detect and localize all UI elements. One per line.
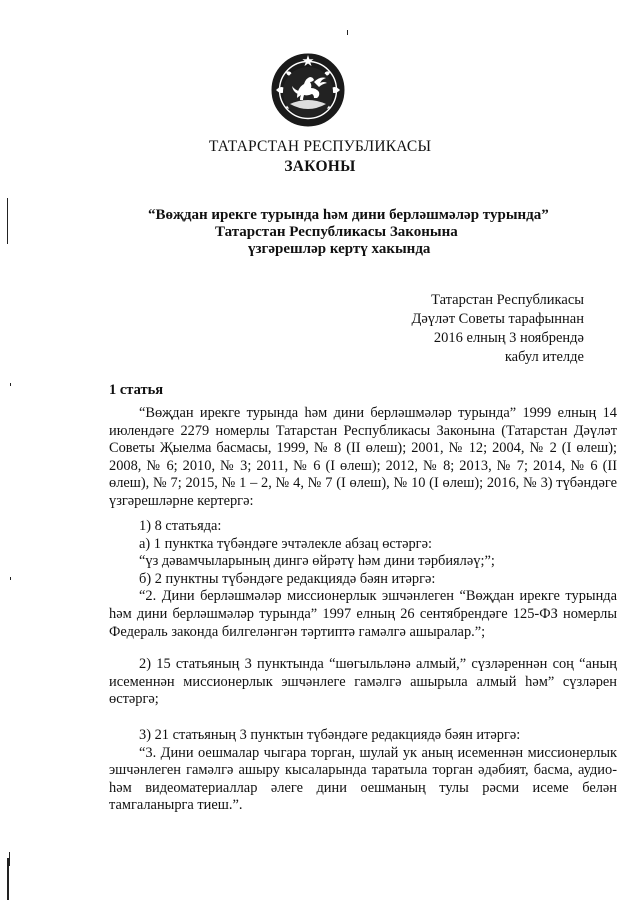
point-3-line-1: 3) 21 статьяның 3 пунктын түбәндәге редакциядә бәян итәргә: [139, 727, 521, 743]
adoption-line-2: Дәүләт Советы тарафыннан [411, 311, 584, 327]
tatarstan-coat-of-arms-icon [270, 52, 346, 128]
law-heading: ЗАКОНЫ [284, 158, 356, 175]
law-title-line-3: үзгәрешләр кертү хакында [248, 241, 431, 257]
article-intro [109, 405, 617, 511]
scan-dot-1 [10, 383, 11, 386]
scan-mark-top [347, 30, 348, 35]
scan-mark-left-top [7, 198, 8, 244]
point-1-line-4: б) 2 пунктны түбәндәге редакциядә бәян итәргә: [139, 570, 436, 587]
point-1-quote: “2. Дини берләшмәләр миссионерлык эшчәнлеген “Вөҗдан ирекге турында һәм дини берләшмәләр турында” 1997 елның 26 сентябрендәге 125-ФЗ номерлы Федераль законда билгеләнгән тәртиптә гамәлгә ашыралар.”; [109, 588, 617, 640]
adoption-line-4: кабул ителде [504, 349, 584, 365]
point-3 [109, 727, 617, 815]
adoption-line-3: 2016 елның 3 ноябрендә [433, 330, 584, 346]
point-1-line-1: 1) 8 статьяда: [139, 518, 222, 534]
law-title-line-1: “Вөҗдан ирекге турында һәм дини берләшмәләр турында” [148, 207, 549, 223]
point-2 [109, 656, 617, 709]
article-intro-text: “Вөҗдан ирекге турында һәм дини берләшмәләр турында” 1999 елның 14 июлендәге 2279 номерлы Татарстан Республикасы Законына (Татарстан Дәүләт Советы Җыелма басмасы, 1999, № 8 (II өлеш); 2001, № 12; 2004, № 2 (I өлеш); 2008, № 6; 2010, № 3; 2011, № 6 (I өлеш); 2012, № 8; 2013, № 7; 2014, № 6 (II өлеш), № 7; 2015, № 1 – 2, № 4, № 7 (I өлеш), № 10 (I өлеш); 2016, № 3) түбәндәге үзгәрешләрне кертергә: [109, 405, 617, 509]
article-heading: 1 статья [109, 382, 164, 398]
point-1-line-2: а) 1 пунктка түбәндәге эчтәлекле абзац өстәргә: [139, 535, 432, 552]
scan-dot-2 [10, 577, 11, 580]
scan-mark-left-mid [9, 852, 10, 866]
point-3-quote: “3. Дини оешмалар чыгара торган, шулай ук аның исеменнән миссионерлык эшчәнлеген гамәлгә ашыру кысаларында таратыла торган әдәбият, басма, аудио- һәм видеоматериаллар әлеге дини оешманың тулы рәсми исеме белән тамгаланырга тиеш.”. [109, 744, 617, 814]
adoption-line-1: Татарстан Республикасы [431, 292, 584, 308]
republic-name: ТАТАРСТАН РЕСПУБЛИКАСЫ [208, 138, 432, 155]
point-2-text: 2) 15 статьяның 3 пунктында “шөгыльләнә алмый,” сүзләреннән соң “аның исеменнән миссионерлык эшчәнлеге гамәлгә ашырыла алмый һәм” сүзләрен өстәргә; [109, 656, 617, 708]
adoption-block [411, 291, 584, 367]
point-1 [109, 518, 617, 641]
point-1-line-3: “үз дәвамчыларының дингә өйрәтү һәм дини тәрбияләү;”; [139, 553, 495, 570]
law-title-line-2: Татарстан Республикасы Законына [215, 224, 458, 240]
